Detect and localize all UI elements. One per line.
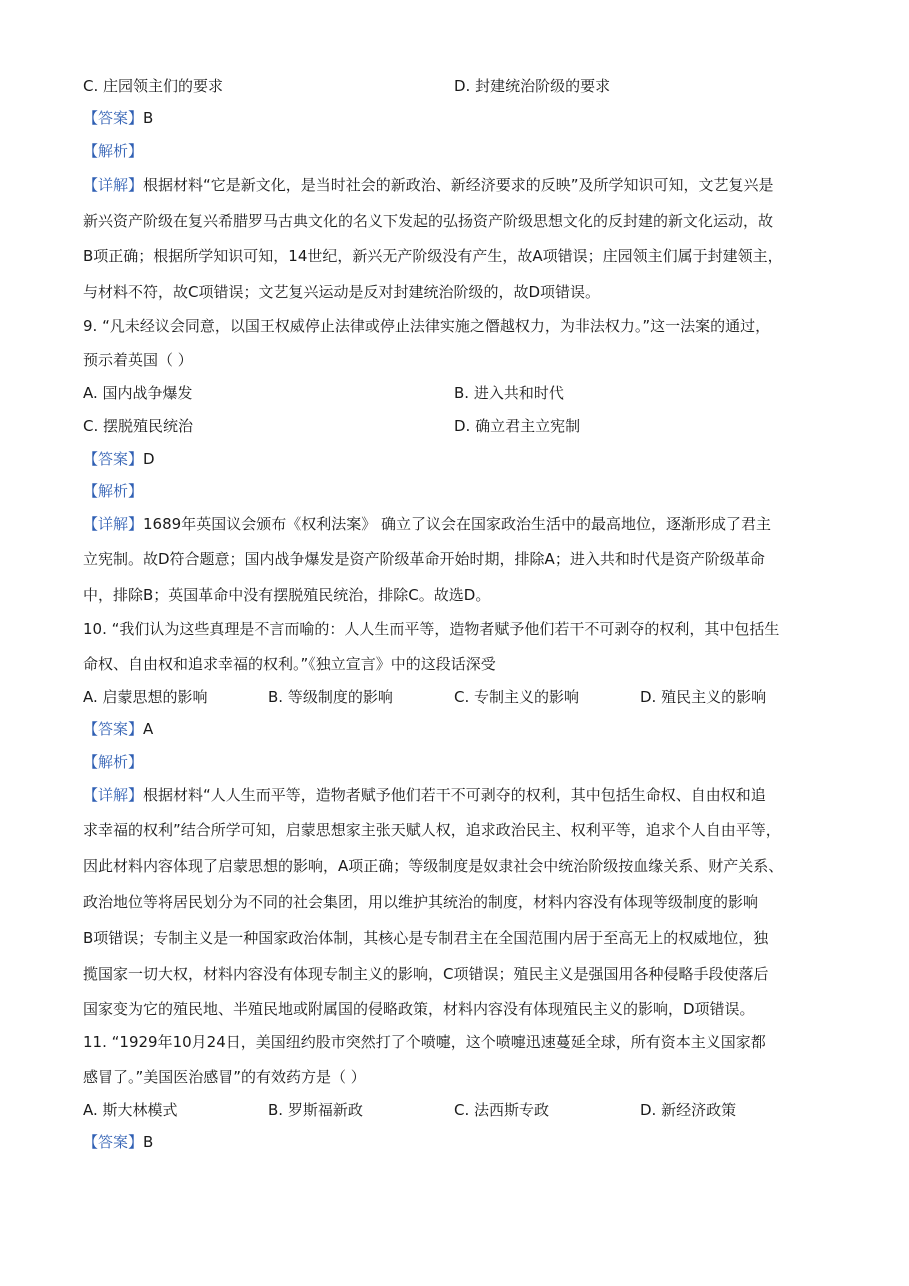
q8-detail-line: 与材料不符，故C项错误；文艺复兴运动是反对封建统治阶级的，故D项错误。 <box>83 283 601 301</box>
q10-stem: 10. “我们认为这些真理是不言而喻的：人人生而平等，造物者赋予他们若干不可剥夺的权利，其中包括生 <box>83 620 780 638</box>
q8-option-d: D. 封建统治阶级的要求 <box>454 77 611 95</box>
q9-option-c: C. 摆脱殖民统治 <box>83 417 194 435</box>
q10-stem: 命权、自由权和追求幸福的权利。”《独立宣言》中的这段话深受 <box>83 655 496 673</box>
q9-stem: 9. “凡未经议会同意，以国王权威停止法律或停止法律实施之僭越权力，为非法权力。”这一法案的通过， <box>83 317 771 335</box>
q10-analysis-label: 【解析】 <box>83 753 144 771</box>
q11-option-c: C. 法西斯专政 <box>454 1101 550 1119</box>
q9-detail-line: 立宪制。故D符合题意；国内战争爆发是资产阶级革命开始时期，排除A；进入共和时代是资产阶级革命 <box>83 550 765 568</box>
detail-text: 1689年英国议会颁布《权利法案》 确立了议会在国家政治生活中的最高地位，逐渐形成了君主 <box>143 515 771 533</box>
answer-value: A <box>143 720 154 738</box>
q10-detail-line <box>83 785 766 805</box>
q11-answer <box>83 1132 153 1152</box>
q9-option-d: D. 确立君主立宪制 <box>454 417 581 435</box>
q9-answer <box>83 449 155 469</box>
q10-detail-line: 政治地位等将居民划分为不同的社会集团，用以维护其统治的制度，材料内容没有体现等级制度的影响 <box>83 893 759 911</box>
q9-analysis-label: 【解析】 <box>83 482 144 500</box>
answer-value: D <box>143 450 155 468</box>
detail-text: 根据材料“它是新文化，是当时社会的新政治、新经济要求的反映”及所学知识可知，文艺复兴是 <box>143 176 774 194</box>
q10-option-d: D. 殖民主义的影响 <box>640 688 767 706</box>
answer-label: 【答案】 <box>83 450 144 468</box>
detail-label: 【详解】 <box>83 176 144 194</box>
q10-detail-line: 揽国家一切大权，材料内容没有体现专制主义的影响，C项错误；殖民主义是强国用各种侵略手段使落后 <box>83 965 769 983</box>
q10-option-c: C. 专制主义的影响 <box>454 688 580 706</box>
q11-stem: 感冒了。”美国医治感冒”的有效药方是（ ） <box>83 1068 366 1086</box>
detail-text: 根据材料“人人生而平等，造物者赋予他们若干不可剥夺的权利，其中包括生命权、自由权和追 <box>143 786 766 804</box>
answer-value: B <box>143 109 154 127</box>
q10-detail-line: 国家变为它的殖民地、半殖民地或附属国的侵略政策，材料内容没有体现殖民主义的影响，D项错误。 <box>83 1000 755 1018</box>
q11-stem: 11. “1929年10月24日，美国纽约股市突然打了个喷嚏，这个喷嚏迅速蔓延全球，所有资本主义国家都 <box>83 1033 766 1051</box>
q9-stem: 预示着英国（ ） <box>83 351 193 369</box>
answer-value: B <box>143 1133 154 1151</box>
q11-option-d: D. 新经济政策 <box>640 1101 737 1119</box>
q10-detail-line: 求幸福的权利”结合所学可知，启蒙思想家主张天赋人权，追求政治民主、权利平等，追求个人自由平等， <box>83 821 781 839</box>
detail-label: 【详解】 <box>83 515 144 533</box>
q10-option-a: A. 启蒙思想的影响 <box>83 688 208 706</box>
answer-label: 【答案】 <box>83 1133 144 1151</box>
q10-answer <box>83 719 153 739</box>
q11-option-b: B. 罗斯福新政 <box>268 1101 363 1119</box>
q9-detail-line: 中，排除B；英国革命中没有摆脱殖民统治，排除C。故选D。 <box>83 586 491 604</box>
q8-option-c: C. 庄园领主们的要求 <box>83 77 224 95</box>
answer-label: 【答案】 <box>83 109 144 127</box>
q11-option-a: A. 斯大林模式 <box>83 1101 178 1119</box>
q9-option-a: A. 国内战争爆发 <box>83 384 193 402</box>
q8-analysis-label: 【解析】 <box>83 142 144 160</box>
detail-label: 【详解】 <box>83 786 144 804</box>
q8-detail-line <box>83 175 774 195</box>
q10-detail-line: 因此材料内容体现了启蒙思想的影响，A项正确；等级制度是奴隶社会中统治阶级按血缘关系、财产关系、 <box>83 857 784 875</box>
q8-detail-line: B项正确；根据所学知识可知，14世纪，新兴无产阶级没有产生，故A项错误；庄园领主们属于封建领主， <box>83 247 783 265</box>
q8-answer <box>83 108 153 128</box>
q9-detail-line <box>83 514 771 534</box>
q9-option-b: B. 进入共和时代 <box>454 384 564 402</box>
q10-detail-line: B项错误；专制主义是一种国家政治体制，其核心是专制君主在全国范围内居于至高无上的权威地位，独 <box>83 929 769 947</box>
q8-detail-line: 新兴资产阶级在复兴希腊罗马古典文化的名义下发起的弘扬资产阶级思想文化的反封建的新文化运动，故 <box>83 212 774 230</box>
answer-label: 【答案】 <box>83 720 144 738</box>
q10-option-b: B. 等级制度的影响 <box>268 688 393 706</box>
